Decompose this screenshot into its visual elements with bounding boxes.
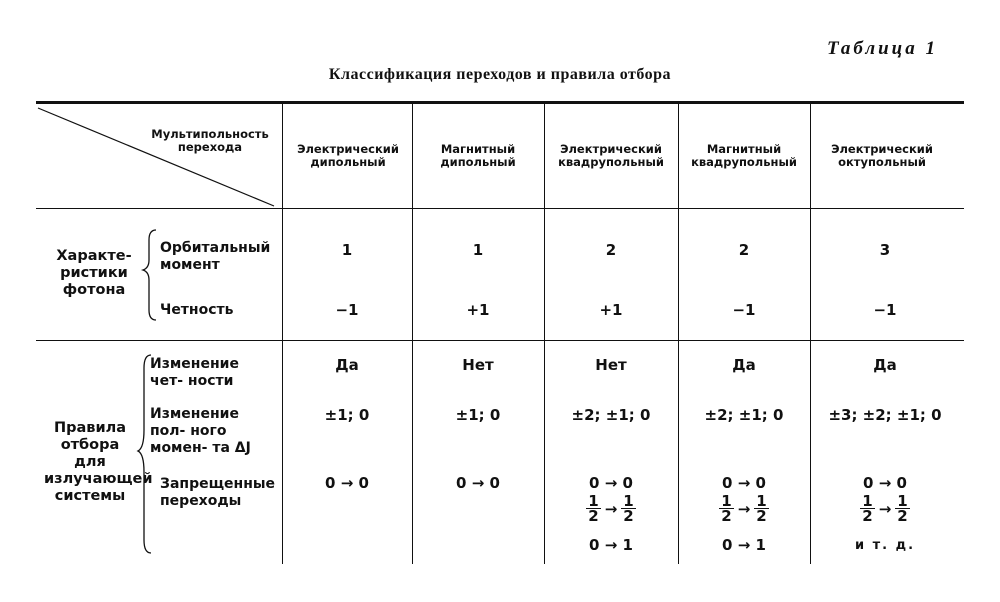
half-to-half: $\frac{1}{2}$ → $\frac{1}{2}$ bbox=[862, 492, 908, 525]
cell: 2 bbox=[605, 241, 617, 259]
cell: 0 → 0 bbox=[456, 474, 500, 492]
cell: 2 bbox=[738, 241, 750, 259]
fraction: $\frac{1}{2}$ bbox=[756, 492, 767, 525]
cell: ±3; ±2; ±1; 0 bbox=[828, 406, 942, 424]
cell-etc: и т. д. bbox=[854, 538, 916, 553]
cell: 0 → 0 bbox=[325, 474, 369, 492]
cell: −1 bbox=[335, 301, 359, 319]
row-label-momentum-change: Изменение пол- ного момен- та ΔJ bbox=[150, 406, 251, 456]
cell: 0 → 1 bbox=[722, 536, 766, 554]
section2-label: Правила отбора для излучающей системы bbox=[44, 420, 153, 504]
table-number: Таблица 1 bbox=[826, 38, 938, 59]
row-label-parity: Четность bbox=[160, 302, 234, 318]
row-label-orbital: Орбитальный момент bbox=[160, 240, 271, 273]
cell: −1 bbox=[873, 301, 897, 319]
row-label-forbidden: Запрещенные переходы bbox=[160, 476, 276, 509]
corner-diagonal bbox=[38, 108, 274, 206]
row-label-parity-change: Изменение чет- ности bbox=[150, 356, 239, 389]
cell: 3 bbox=[879, 241, 891, 259]
cell: 1 bbox=[341, 241, 353, 259]
cell: 0 → 0 bbox=[863, 474, 907, 492]
section1-label: Характе- ристики фотона bbox=[56, 248, 132, 298]
cell: Да bbox=[335, 356, 359, 374]
column-header: Электрический октупольный bbox=[831, 142, 933, 169]
half-to-half: $\frac{1}{2}$ → $\frac{1}{2}$ bbox=[588, 492, 634, 525]
cell: +1 bbox=[466, 301, 490, 319]
cell: ±1; 0 bbox=[455, 406, 501, 424]
column-header: Магнитный квадрупольный bbox=[691, 142, 797, 169]
cell: −1 bbox=[732, 301, 756, 319]
corner-header: Мультипольность перехода bbox=[151, 127, 269, 154]
cell: Нет bbox=[462, 356, 494, 374]
cell: 0 → 0 bbox=[722, 474, 766, 492]
cell: ±2; ±1; 0 bbox=[704, 406, 784, 424]
cell: ±2; ±1; 0 bbox=[571, 406, 651, 424]
fraction: $\frac{1}{2}$ bbox=[862, 492, 873, 525]
column-header: Магнитный дипольный bbox=[440, 142, 516, 169]
section1-brace bbox=[143, 230, 156, 320]
column-header: Электрический дипольный bbox=[297, 142, 399, 169]
cell: 1 bbox=[472, 241, 484, 259]
fraction: $\frac{1}{2}$ bbox=[721, 492, 732, 525]
cell: Да bbox=[873, 356, 897, 374]
cell: +1 bbox=[599, 301, 623, 319]
cell: 0 → 0 bbox=[589, 474, 633, 492]
fraction: $\frac{1}{2}$ bbox=[897, 492, 908, 525]
cell: ±1; 0 bbox=[324, 406, 370, 424]
cell: Да bbox=[732, 356, 756, 374]
fraction: $\frac{1}{2}$ bbox=[588, 492, 599, 525]
column-header: Электрический квадрупольный bbox=[558, 142, 664, 169]
half-to-half: $\frac{1}{2}$ → $\frac{1}{2}$ bbox=[721, 492, 767, 525]
table-title: Классификация переходов и правила отбора bbox=[328, 66, 672, 83]
cell: 0 → 1 bbox=[589, 536, 633, 554]
fraction: $\frac{1}{2}$ bbox=[623, 492, 634, 525]
cell: Нет bbox=[595, 356, 627, 374]
